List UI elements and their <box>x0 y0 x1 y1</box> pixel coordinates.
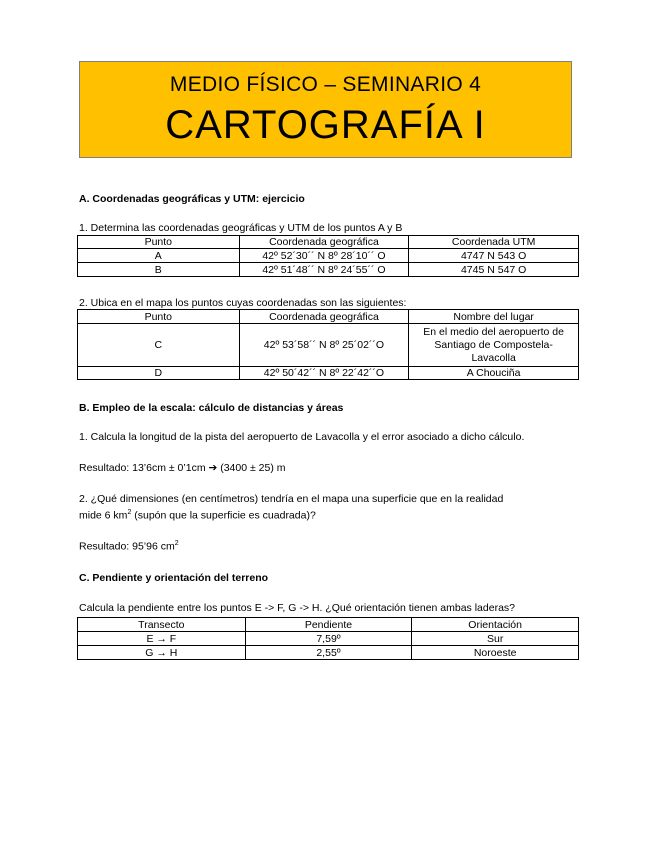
table-cell: 42º 52´30´´ N 8º 28´10´´ O <box>239 249 409 263</box>
table-cell: B <box>78 263 240 277</box>
table-header-cell: Nombre del lugar <box>409 310 579 324</box>
section-b-question-2-line-2 <box>79 509 316 522</box>
table-header-cell: Punto <box>78 236 240 249</box>
section-b-title: B. Empleo de la escala: cálculo de distancias y áreas <box>79 402 344 414</box>
table-cell: A <box>78 249 240 263</box>
table-row <box>78 367 579 380</box>
table-header-row <box>78 310 579 324</box>
table-cell: 42º 53´58´´ N 8º 25´02´´O <box>239 324 409 367</box>
section-b-question-2-line-1: 2. ¿Qué dimensiones (en centímetros) tendría en el mapa una superficie que en la realidad <box>79 493 504 505</box>
table-cell: C <box>78 324 240 367</box>
section-a-title: A. Coordenadas geográficas y UTM: ejercicio <box>79 193 305 205</box>
table-row <box>78 324 579 367</box>
coordinates-table-2 <box>77 309 579 380</box>
table-header-cell: Punto <box>78 310 240 324</box>
section-b-result-1: Resultado: 13’6cm ± 0’1cm ➔ (3400 ± 25) m <box>79 462 286 474</box>
section-c-title: C. Pendiente y orientación del terreno <box>79 572 269 584</box>
section-c-question: Calcula la pendiente entre los puntos E -> F, G -> H. ¿Qué orientación tienen ambas laderas? <box>79 602 515 614</box>
table-header-cell: Pendiente <box>245 618 412 632</box>
banner-subtitle: MEDIO FÍSICO – SEMINARIO 4 <box>169 73 482 96</box>
table-cell: 4747 N 543 O <box>409 249 579 263</box>
slope-table <box>77 617 579 660</box>
table-cell: 4745 N 547 O <box>409 263 579 277</box>
section-b-result-2 <box>79 540 179 553</box>
table-cell: 42º 50´42´´ N 8º 22´42´´O <box>239 367 409 380</box>
section-a-question-1: 1. Determina las coordenadas geográficas y UTM de los puntos A y B <box>79 222 403 234</box>
table-cell: 42º 51´48´´ N 8º 24´55´´ O <box>239 263 409 277</box>
question-text: mide 6 km <box>79 509 128 522</box>
table-cell: G → H <box>78 646 246 660</box>
superscript: 2 <box>127 509 132 516</box>
table-row <box>78 646 579 660</box>
table-cell: Sur <box>412 632 579 646</box>
superscript: 2 <box>174 540 179 547</box>
coordinates-table-1 <box>77 235 579 277</box>
table-cell: A Chouciña <box>409 367 579 380</box>
table-header-cell: Transecto <box>78 618 246 632</box>
table-cell: D <box>78 367 240 380</box>
section-b-question-1: 1. Calcula la longitud de la pista del aeropuerto de Lavacolla y el error asociado a dicho cálculo. <box>79 431 525 443</box>
section-a-question-2: 2. Ubica en el mapa los puntos cuyas coordenadas son las siguientes: <box>79 297 407 309</box>
table-row <box>78 632 579 646</box>
table-cell: E → F <box>78 632 246 646</box>
table-row <box>78 263 579 277</box>
title-banner <box>79 61 572 158</box>
banner-title: CARTOGRAFÍA I <box>165 103 486 147</box>
table-cell: Noroeste <box>412 646 579 660</box>
result-text: Resultado: 95’96 cm <box>79 540 175 553</box>
table-cell: 7,59º <box>245 632 412 646</box>
table-header-row <box>78 618 579 632</box>
table-header-cell: Orientación <box>412 618 579 632</box>
table-cell: 2,55º <box>245 646 412 660</box>
table-header-cell: Coordenada geográfica <box>239 236 409 249</box>
table-header-cell: Coordenada UTM <box>409 236 579 249</box>
table-cell: En el medio del aeropuerto de Santiago de Compostela-Lavacolla <box>409 324 579 367</box>
table-header-cell: Coordenada geográfica <box>239 310 409 324</box>
table-row <box>78 249 579 263</box>
table-header-row <box>78 236 579 249</box>
question-text: (supón que la superficie es cuadrada)? <box>131 509 316 522</box>
